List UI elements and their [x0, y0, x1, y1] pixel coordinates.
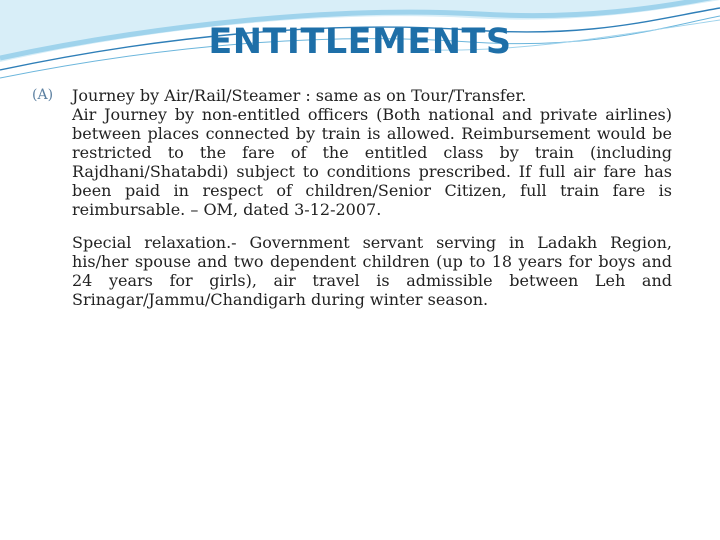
- list-item-text: [72, 86, 672, 219]
- slide-body: [32, 86, 672, 309]
- list-marker: (A): [32, 87, 54, 103]
- item-lead: Journey by Air/Rail/Steamer : same as on Tour/Transfer.: [72, 86, 527, 105]
- paragraph-special-relaxation: Special relaxation.- Government servant serving in Ladakh Region, his/her spouse and two dependent children (up to 18 years for boys and 24 years for girls), air travel is admissible between Leh and Srinagar/Jammu/Chandigarh during winter season.: [72, 233, 672, 309]
- slide-title: ENTITLEMENTS: [208, 22, 512, 62]
- list-item: [32, 86, 672, 219]
- paragraph-air-journey: Air Journey by non-entitled officers (Both national and private airlines) between places connected by train is allowed. Reimbursement would be restricted to the fare of the entitled class by train (including Rajdhani/Shatabdi) subject to conditions prescribed. If full air fare has been paid in respect of children/Senior Citizen, full train fare is reimbursable. – OM, dated 3-12-2007.: [72, 105, 672, 219]
